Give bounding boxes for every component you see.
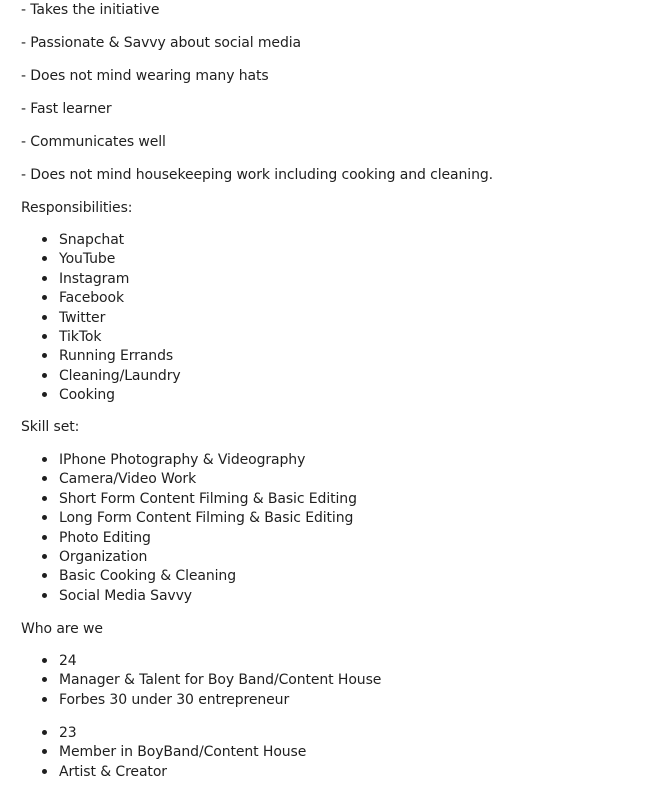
intro-line: - Does not mind wearing many hats xyxy=(21,68,269,84)
bullet-icon xyxy=(42,334,47,339)
bullet-icon xyxy=(42,353,47,358)
skills-list xyxy=(0,451,357,606)
list-item: Forbes 30 under 30 entrepreneur xyxy=(0,691,381,710)
bullet-icon xyxy=(42,256,47,261)
list-item: Running Errands xyxy=(0,347,181,366)
intro-line: - Takes the initiative xyxy=(21,2,160,18)
who-group-1 xyxy=(0,652,381,710)
list-item: Facebook xyxy=(0,289,181,308)
list-item: Long Form Content Filming & Basic Editing xyxy=(0,509,357,528)
list-item: Instagram xyxy=(0,270,181,289)
skills-heading: Skill set: xyxy=(21,419,80,435)
bullet-icon xyxy=(42,730,47,735)
list-item: Basic Cooking & Cleaning xyxy=(0,567,357,586)
bullet-icon xyxy=(42,697,47,702)
list-item: TikTok xyxy=(0,328,181,347)
bullet-icon xyxy=(42,496,47,501)
bullet-icon xyxy=(42,554,47,559)
bullet-icon xyxy=(42,457,47,462)
list-item: IPhone Photography & Videography xyxy=(0,451,357,470)
responsibilities-heading: Responsibilities: xyxy=(21,200,133,216)
bullet-icon xyxy=(42,373,47,378)
list-item: Member in BoyBand/Content House xyxy=(0,743,306,762)
list-item: Camera/Video Work xyxy=(0,470,357,489)
list-item: Snapchat xyxy=(0,231,181,250)
bullet-icon xyxy=(42,769,47,774)
bullet-icon xyxy=(42,658,47,663)
bullet-icon xyxy=(42,295,47,300)
bullet-icon xyxy=(42,515,47,520)
list-item: Twitter xyxy=(0,309,181,328)
intro-line: - Does not mind housekeeping work including cooking and cleaning. xyxy=(21,167,493,183)
bullet-icon xyxy=(42,315,47,320)
bullet-icon xyxy=(42,392,47,397)
who-heading: Who are we xyxy=(21,621,103,637)
bullet-icon xyxy=(42,593,47,598)
responsibilities-list xyxy=(0,231,181,406)
list-item: Photo Editing xyxy=(0,529,357,548)
bullet-icon xyxy=(42,276,47,281)
bullet-icon xyxy=(42,677,47,682)
bullet-icon xyxy=(42,749,47,754)
list-item: Organization xyxy=(0,548,357,567)
bullet-icon xyxy=(42,535,47,540)
bullet-icon xyxy=(42,573,47,578)
list-item: Cooking xyxy=(0,386,181,405)
list-item: Short Form Content Filming & Basic Editing xyxy=(0,490,357,509)
bullet-icon xyxy=(42,237,47,242)
list-item: Social Media Savvy xyxy=(0,587,357,606)
intro-line: - Passionate & Savvy about social media xyxy=(21,35,301,51)
who-group-2 xyxy=(0,724,306,782)
list-item: YouTube xyxy=(0,250,181,269)
intro-line: - Communicates well xyxy=(21,134,166,150)
list-item: Manager & Talent for Boy Band/Content House xyxy=(0,671,381,690)
list-item: 24 xyxy=(0,652,381,671)
list-item: 23 xyxy=(0,724,306,743)
intro-line: - Fast learner xyxy=(21,101,112,117)
list-item: Cleaning/Laundry xyxy=(0,367,181,386)
list-item: Artist & Creator xyxy=(0,763,306,782)
bullet-icon xyxy=(42,476,47,481)
